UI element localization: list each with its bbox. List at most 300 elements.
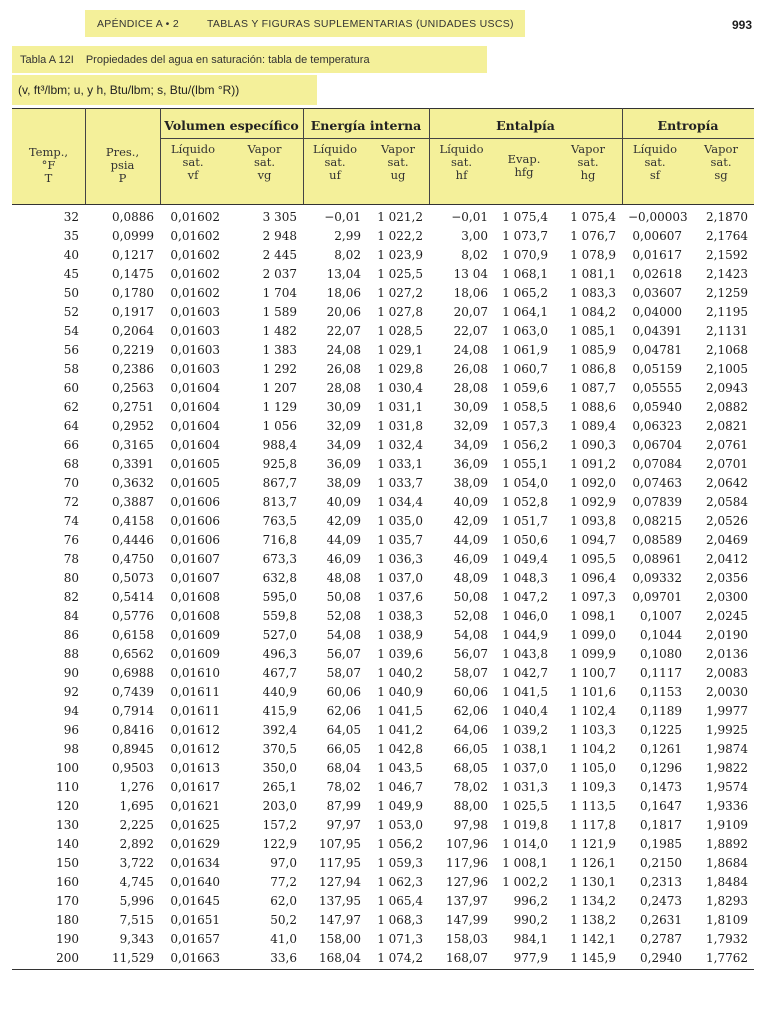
table-cell: 0,2219 bbox=[112, 343, 154, 357]
group-entalpia: Entalpía bbox=[496, 117, 555, 133]
table-cell: 52,08 bbox=[326, 609, 361, 623]
table-row bbox=[12, 911, 754, 930]
table-cell: 1 060,7 bbox=[502, 362, 548, 376]
table-cell: 88 bbox=[63, 647, 79, 661]
table-cell: 1 086,8 bbox=[570, 362, 616, 376]
table-cell: 147,99 bbox=[446, 913, 488, 927]
table-cell: 0,1153 bbox=[640, 685, 682, 699]
table-cell: 0,5073 bbox=[112, 571, 154, 585]
table-cell: 1 102,4 bbox=[570, 704, 616, 718]
table-cell: 1 025,5 bbox=[502, 799, 548, 813]
table-cell: 1 704 bbox=[262, 286, 297, 300]
table-cell: 1 051,7 bbox=[502, 514, 548, 528]
table-cell: 36,09 bbox=[326, 457, 361, 471]
table-cell: 2,0584 bbox=[706, 495, 748, 509]
table-cell: 977,9 bbox=[513, 951, 548, 965]
table-cell: 0,01602 bbox=[170, 210, 220, 224]
table-cell: 0,1985 bbox=[640, 837, 682, 851]
table-cell: 50,08 bbox=[326, 590, 361, 604]
table-cell: 1 142,1 bbox=[570, 932, 616, 946]
table-body bbox=[12, 208, 754, 968]
table-cell: 1 049,9 bbox=[377, 799, 423, 813]
table-cell: 0,01604 bbox=[170, 381, 220, 395]
header-divider bbox=[85, 108, 86, 204]
table-cell: 33,6 bbox=[270, 951, 297, 965]
table-cell: 2,99 bbox=[334, 229, 361, 243]
table-cell: 996,2 bbox=[513, 894, 548, 908]
table-cell: 2 037 bbox=[262, 267, 297, 281]
table-cell: 0,04000 bbox=[632, 305, 682, 319]
table-cell: 1 482 bbox=[262, 324, 297, 338]
table-cell: 62 bbox=[63, 400, 79, 414]
table-cell: 58,07 bbox=[453, 666, 488, 680]
table-cell: 7,515 bbox=[119, 913, 154, 927]
table-cell: 0,2751 bbox=[112, 400, 154, 414]
table-cell: 1 100,7 bbox=[570, 666, 616, 680]
table-cell: 190 bbox=[56, 932, 79, 946]
table-row bbox=[12, 512, 754, 531]
table-cell: 24,08 bbox=[453, 343, 488, 357]
table-row bbox=[12, 379, 754, 398]
table-cell: 1 085,9 bbox=[570, 343, 616, 357]
table-cell: 97,98 bbox=[453, 818, 488, 832]
table-cell: 1 065,4 bbox=[377, 894, 423, 908]
table-cell: 1 068,1 bbox=[502, 267, 548, 281]
table-cell: 5,996 bbox=[119, 894, 154, 908]
table-cell: 50 bbox=[63, 286, 79, 300]
table-cell: 60,06 bbox=[453, 685, 488, 699]
table-cell: 26,08 bbox=[326, 362, 361, 376]
table-cell: 34,09 bbox=[453, 438, 488, 452]
table-cell: 1 083,3 bbox=[570, 286, 616, 300]
group-entropia: Entropía bbox=[657, 117, 719, 133]
table-cell: 527,0 bbox=[262, 628, 297, 642]
table-cell: 87,99 bbox=[326, 799, 361, 813]
table-cell: 0,01611 bbox=[170, 685, 220, 699]
table-cell: 50,2 bbox=[270, 913, 297, 927]
table-number: Tabla A 12I bbox=[20, 53, 74, 66]
table-cell: 0,7439 bbox=[112, 685, 154, 699]
table-cell: 1 074,2 bbox=[377, 951, 423, 965]
table-row bbox=[12, 550, 754, 569]
table-cell: 1 043,8 bbox=[502, 647, 548, 661]
column-pressure: Pres., psia P bbox=[105, 145, 140, 185]
table-cell: 1,9336 bbox=[706, 799, 748, 813]
table-cell: 1 092,0 bbox=[570, 476, 616, 490]
table-cell: 110 bbox=[56, 780, 79, 794]
table-cell: 44,09 bbox=[453, 533, 488, 547]
table-cell: 1 008,1 bbox=[502, 856, 548, 870]
table-cell: 84 bbox=[63, 609, 79, 623]
table-cell: 66 bbox=[63, 438, 79, 452]
table-cell: 1 126,1 bbox=[570, 856, 616, 870]
table-cell: 8,02 bbox=[334, 248, 361, 262]
table-cell: 1 047,2 bbox=[502, 590, 548, 604]
table-row bbox=[12, 702, 754, 721]
table-cell: 0,04391 bbox=[632, 324, 682, 338]
table-cell: 0,01629 bbox=[170, 837, 220, 851]
table-cell: 0,8945 bbox=[112, 742, 154, 756]
table-cell: 30,09 bbox=[326, 400, 361, 414]
table-cell: 1 068,3 bbox=[377, 913, 423, 927]
table-cell: 1,8293 bbox=[706, 894, 748, 908]
table-cell: 1 105,0 bbox=[570, 761, 616, 775]
table-row bbox=[12, 246, 754, 265]
table-cell: 0,2631 bbox=[640, 913, 682, 927]
table-cell: 1 053,0 bbox=[377, 818, 423, 832]
table-cell: 1 034,4 bbox=[377, 495, 423, 509]
table-cell: 0,07463 bbox=[632, 476, 682, 490]
table-cell: 168,04 bbox=[319, 951, 361, 965]
table-cell: 80 bbox=[63, 571, 79, 585]
table-cell: 1 041,2 bbox=[377, 723, 423, 737]
table-cell: 0,2386 bbox=[112, 362, 154, 376]
table-cell: 1 040,9 bbox=[377, 685, 423, 699]
table-row bbox=[12, 265, 754, 284]
table-cell: 1 093,8 bbox=[570, 514, 616, 528]
table-cell: 1 027,8 bbox=[377, 305, 423, 319]
table-row bbox=[12, 873, 754, 892]
table-cell: 0,01604 bbox=[170, 438, 220, 452]
table-row bbox=[12, 740, 754, 759]
table-cell: 467,7 bbox=[262, 666, 297, 680]
table-cell: 66,05 bbox=[326, 742, 361, 756]
table-cell: 50,08 bbox=[453, 590, 488, 604]
table-cell: 0,5414 bbox=[112, 590, 154, 604]
table-cell: 13 04 bbox=[453, 267, 488, 281]
table-row bbox=[12, 930, 754, 949]
table-cell: 0,01603 bbox=[170, 324, 220, 338]
table-cell: 1 059,3 bbox=[377, 856, 423, 870]
table-row bbox=[12, 683, 754, 702]
table-cell: 1 097,3 bbox=[570, 590, 616, 604]
table-row bbox=[12, 360, 754, 379]
table-row bbox=[12, 645, 754, 664]
table-cell: 78 bbox=[63, 552, 79, 566]
table-cell: 26,08 bbox=[453, 362, 488, 376]
table-cell: 1 042,8 bbox=[377, 742, 423, 756]
table-cell: 100 bbox=[56, 761, 79, 775]
table-cell: 2,0526 bbox=[706, 514, 748, 528]
table-cell: 137,95 bbox=[319, 894, 361, 908]
table-cell: 0,2787 bbox=[640, 932, 682, 946]
table-cell: 0,0999 bbox=[112, 229, 154, 243]
table-cell: 54 bbox=[63, 324, 79, 338]
table-cell: 107,95 bbox=[319, 837, 361, 851]
table-cell: 1 035,7 bbox=[377, 533, 423, 547]
table-cell: 0,01602 bbox=[170, 248, 220, 262]
table-cell: 0,01606 bbox=[170, 495, 220, 509]
table-row bbox=[12, 341, 754, 360]
table-cell: 1,9109 bbox=[706, 818, 748, 832]
table-cell: 168,07 bbox=[446, 951, 488, 965]
table-cell: 1 041,5 bbox=[377, 704, 423, 718]
table-cell: 1 027,2 bbox=[377, 286, 423, 300]
table-cell: 1,8684 bbox=[706, 856, 748, 870]
table-cell: 127,94 bbox=[319, 875, 361, 889]
table-cell: 13,04 bbox=[326, 267, 361, 281]
table-cell: 2,1764 bbox=[706, 229, 748, 243]
table-cell: 867,7 bbox=[262, 476, 297, 490]
table-cell: 1 044,9 bbox=[502, 628, 548, 642]
table-cell: 0,01607 bbox=[170, 571, 220, 585]
table-cell: 0,2563 bbox=[112, 381, 154, 395]
table-cell: 200 bbox=[56, 951, 79, 965]
table-cell: 1 038,9 bbox=[377, 628, 423, 642]
table-cell: 1 101,6 bbox=[570, 685, 616, 699]
table-cell: 0,01617 bbox=[632, 248, 682, 262]
table-cell: 0,01617 bbox=[170, 780, 220, 794]
table-cell: 0,01603 bbox=[170, 305, 220, 319]
table-cell: 1 081,1 bbox=[570, 267, 616, 281]
table-cell: 0,3632 bbox=[112, 476, 154, 490]
header-divider bbox=[303, 108, 304, 204]
table-cell: 68,05 bbox=[453, 761, 488, 775]
table-cell: 54,08 bbox=[453, 628, 488, 642]
table-cell: 0,05555 bbox=[632, 381, 682, 395]
table-cell: 28,08 bbox=[326, 381, 361, 395]
table-cell: 559,8 bbox=[262, 609, 297, 623]
table-cell: 2,0469 bbox=[706, 533, 748, 547]
table-cell: 1,9977 bbox=[706, 704, 748, 718]
column-ug: Vapor sat. ug bbox=[381, 142, 415, 182]
table-cell: 1 099,0 bbox=[570, 628, 616, 642]
table-cell: 127,96 bbox=[446, 875, 488, 889]
table-cell: 107,96 bbox=[446, 837, 488, 851]
table-cell: 0,01604 bbox=[170, 419, 220, 433]
table-cell: 117,95 bbox=[319, 856, 361, 870]
table-cell: 92 bbox=[63, 685, 79, 699]
table-cell: 150 bbox=[56, 856, 79, 870]
table-cell: 66,05 bbox=[453, 742, 488, 756]
table-cell: 0,05940 bbox=[632, 400, 682, 414]
table-cell: 0,01634 bbox=[170, 856, 220, 870]
table-cell: 2,0190 bbox=[706, 628, 748, 642]
group-rule bbox=[160, 138, 754, 139]
table-cell: 32 bbox=[63, 210, 79, 224]
table-cell: 1 041,5 bbox=[502, 685, 548, 699]
table-cell: 1 075,4 bbox=[570, 210, 616, 224]
table-cell: 3 305 bbox=[262, 210, 297, 224]
table-cell: 1 138,2 bbox=[570, 913, 616, 927]
table-cell: 22,07 bbox=[453, 324, 488, 338]
table-row bbox=[12, 303, 754, 322]
table-cell: 180 bbox=[56, 913, 79, 927]
table-cell: 0,01645 bbox=[170, 894, 220, 908]
table-row bbox=[12, 455, 754, 474]
table-cell: 28,08 bbox=[453, 381, 488, 395]
table-cell: 78,02 bbox=[453, 780, 488, 794]
table-cell: 0,1780 bbox=[112, 286, 154, 300]
table-cell: 8,02 bbox=[461, 248, 488, 262]
table-cell: 2,1259 bbox=[706, 286, 748, 300]
column-hf: Líquido sat. hf bbox=[439, 142, 484, 182]
table-cell: 86 bbox=[63, 628, 79, 642]
table-row bbox=[12, 759, 754, 778]
table-cell: −0,01 bbox=[324, 210, 361, 224]
table-cell: 1 073,7 bbox=[502, 229, 548, 243]
table-cell: 44,09 bbox=[326, 533, 361, 547]
table-cell: 1 031,8 bbox=[377, 419, 423, 433]
table-cell: 45 bbox=[63, 267, 79, 281]
table-cell: 0,1296 bbox=[640, 761, 682, 775]
table-cell: 52,08 bbox=[453, 609, 488, 623]
table-cell: 88,00 bbox=[453, 799, 488, 813]
table-cell: 2,0701 bbox=[706, 457, 748, 471]
table-cell: 0,00607 bbox=[632, 229, 682, 243]
table-cell: 72 bbox=[63, 495, 79, 509]
table-cell: 2,1005 bbox=[706, 362, 748, 376]
table-cell: 0,4158 bbox=[112, 514, 154, 528]
table-cell: 2,0412 bbox=[706, 552, 748, 566]
table-cell: 30,09 bbox=[453, 400, 488, 414]
table-cell: 1 104,2 bbox=[570, 742, 616, 756]
table-cell: 0,3391 bbox=[112, 457, 154, 471]
table-cell: 1 021,2 bbox=[377, 210, 423, 224]
table-cell: 97,0 bbox=[270, 856, 297, 870]
table-cell: 1 052,8 bbox=[502, 495, 548, 509]
table-cell: 0,03607 bbox=[632, 286, 682, 300]
table-cell: 0,01612 bbox=[170, 723, 220, 737]
table-cell: 122,9 bbox=[262, 837, 297, 851]
table-row bbox=[12, 892, 754, 911]
table-cell: 1 091,2 bbox=[570, 457, 616, 471]
table-cell: 3,00 bbox=[461, 229, 488, 243]
table-cell: 140 bbox=[56, 837, 79, 851]
table-cell: 2,0136 bbox=[706, 647, 748, 661]
table-cell: 988,4 bbox=[262, 438, 297, 452]
table-cell: 158,03 bbox=[446, 932, 488, 946]
column-sf: Líquido sat. sf bbox=[632, 142, 678, 182]
table-cell: 0,1007 bbox=[640, 609, 682, 623]
table-cell: 38,09 bbox=[453, 476, 488, 490]
table-cell: 2,1068 bbox=[706, 343, 748, 357]
table-cell: 1,7762 bbox=[706, 951, 748, 965]
table-cell: 42,09 bbox=[453, 514, 488, 528]
table-cell: 1 037,0 bbox=[377, 571, 423, 585]
table-cell: 0,09701 bbox=[632, 590, 682, 604]
table-cell: 1 036,3 bbox=[377, 552, 423, 566]
group-energia-interna: Energía interna bbox=[310, 117, 422, 133]
table-cell: 1 099,9 bbox=[570, 647, 616, 661]
table-cell: 62,06 bbox=[453, 704, 488, 718]
table-cell: 0,01651 bbox=[170, 913, 220, 927]
table-cell: 1 076,7 bbox=[570, 229, 616, 243]
table-cell: 2,0030 bbox=[706, 685, 748, 699]
table-cell: 41,0 bbox=[270, 932, 297, 946]
table-cell: 2 445 bbox=[262, 248, 297, 262]
table-cell: 0,2473 bbox=[640, 894, 682, 908]
table-cell: 1 109,3 bbox=[570, 780, 616, 794]
table-cell: 1 062,3 bbox=[377, 875, 423, 889]
table-row bbox=[12, 227, 754, 246]
table-cell: 1 033,1 bbox=[377, 457, 423, 471]
saturation-table bbox=[12, 208, 754, 968]
table-cell: 0,1475 bbox=[112, 267, 154, 281]
header-divider bbox=[429, 108, 430, 204]
table-cell: 1 002,2 bbox=[502, 875, 548, 889]
table-row bbox=[12, 797, 754, 816]
table-cell: 90 bbox=[63, 666, 79, 680]
table-cell: 1,9874 bbox=[706, 742, 748, 756]
table-cell: 0,05159 bbox=[632, 362, 682, 376]
table-cell: 18,06 bbox=[326, 286, 361, 300]
table-cell: 22,07 bbox=[326, 324, 361, 338]
table-cell: 1 049,4 bbox=[502, 552, 548, 566]
table-cell: 673,3 bbox=[262, 552, 297, 566]
table-cell: 76 bbox=[63, 533, 79, 547]
table-cell: 137,97 bbox=[446, 894, 488, 908]
table-cell: 1 057,3 bbox=[502, 419, 548, 433]
table-row bbox=[12, 778, 754, 797]
table-cell: 1 039,2 bbox=[502, 723, 548, 737]
table-cell: 2,1195 bbox=[706, 305, 748, 319]
table-row bbox=[12, 398, 754, 417]
table-cell: 1 134,2 bbox=[570, 894, 616, 908]
table-cell: 1 023,9 bbox=[377, 248, 423, 262]
table-cell: 0,01608 bbox=[170, 590, 220, 604]
table-cell: 1 055,1 bbox=[502, 457, 548, 471]
table-cell: 32,09 bbox=[326, 419, 361, 433]
table-cell: 52 bbox=[63, 305, 79, 319]
table-cell: 0,1217 bbox=[112, 248, 154, 262]
table-cell: −0,01 bbox=[451, 210, 488, 224]
table-row bbox=[12, 417, 754, 436]
table-cell: 40,09 bbox=[326, 495, 361, 509]
table-cell: 0,01621 bbox=[170, 799, 220, 813]
table-cell: 48,08 bbox=[326, 571, 361, 585]
table-cell: 158,00 bbox=[319, 932, 361, 946]
table-cell: 1 038,1 bbox=[502, 742, 548, 756]
running-head-title: TABLAS Y FIGURAS SUPLEMENTARIAS (UNIDADES USCS) bbox=[207, 17, 514, 30]
table-cell: 1 121,9 bbox=[570, 837, 616, 851]
table-cell: 1 033,7 bbox=[377, 476, 423, 490]
table-cell: 0,3165 bbox=[112, 438, 154, 452]
table-cell: 1 064,1 bbox=[502, 305, 548, 319]
table-cell: 0,2313 bbox=[640, 875, 682, 889]
table-cell: 58 bbox=[63, 362, 79, 376]
table-cell: 1 075,4 bbox=[502, 210, 548, 224]
table-cell: 1 096,4 bbox=[570, 571, 616, 585]
table-cell: 1 092,9 bbox=[570, 495, 616, 509]
table-cell: 1 103,3 bbox=[570, 723, 616, 737]
table-cell: 0,01657 bbox=[170, 932, 220, 946]
table-cell: 1 098,1 bbox=[570, 609, 616, 623]
table-cell: 42,09 bbox=[326, 514, 361, 528]
table-cell: 0,01602 bbox=[170, 286, 220, 300]
table-cell: 1 031,1 bbox=[377, 400, 423, 414]
table-row bbox=[12, 493, 754, 512]
table-row bbox=[12, 854, 754, 873]
table-cell: 0,1817 bbox=[640, 818, 682, 832]
table-cell: 1 029,8 bbox=[377, 362, 423, 376]
table-cell: 0,8416 bbox=[112, 723, 154, 737]
table-cell: 0,01606 bbox=[170, 514, 220, 528]
table-cell: 2,1423 bbox=[706, 267, 748, 281]
table-cell: 1,695 bbox=[119, 799, 154, 813]
table-cell: 1,8484 bbox=[706, 875, 748, 889]
table-cell: 2,0083 bbox=[706, 666, 748, 680]
table-cell: 97,97 bbox=[326, 818, 361, 832]
table-cell: 157,2 bbox=[262, 818, 297, 832]
table-cell: 1 043,5 bbox=[377, 761, 423, 775]
table-cell: 1 117,8 bbox=[570, 818, 616, 832]
table-cell: 1 056 bbox=[262, 419, 297, 433]
table-cell: 1 061,9 bbox=[502, 343, 548, 357]
table-cell: 1 063,0 bbox=[502, 324, 548, 338]
column-hg: Vapor sat. hg bbox=[571, 142, 605, 182]
table-cell: 1 113,5 bbox=[570, 799, 616, 813]
